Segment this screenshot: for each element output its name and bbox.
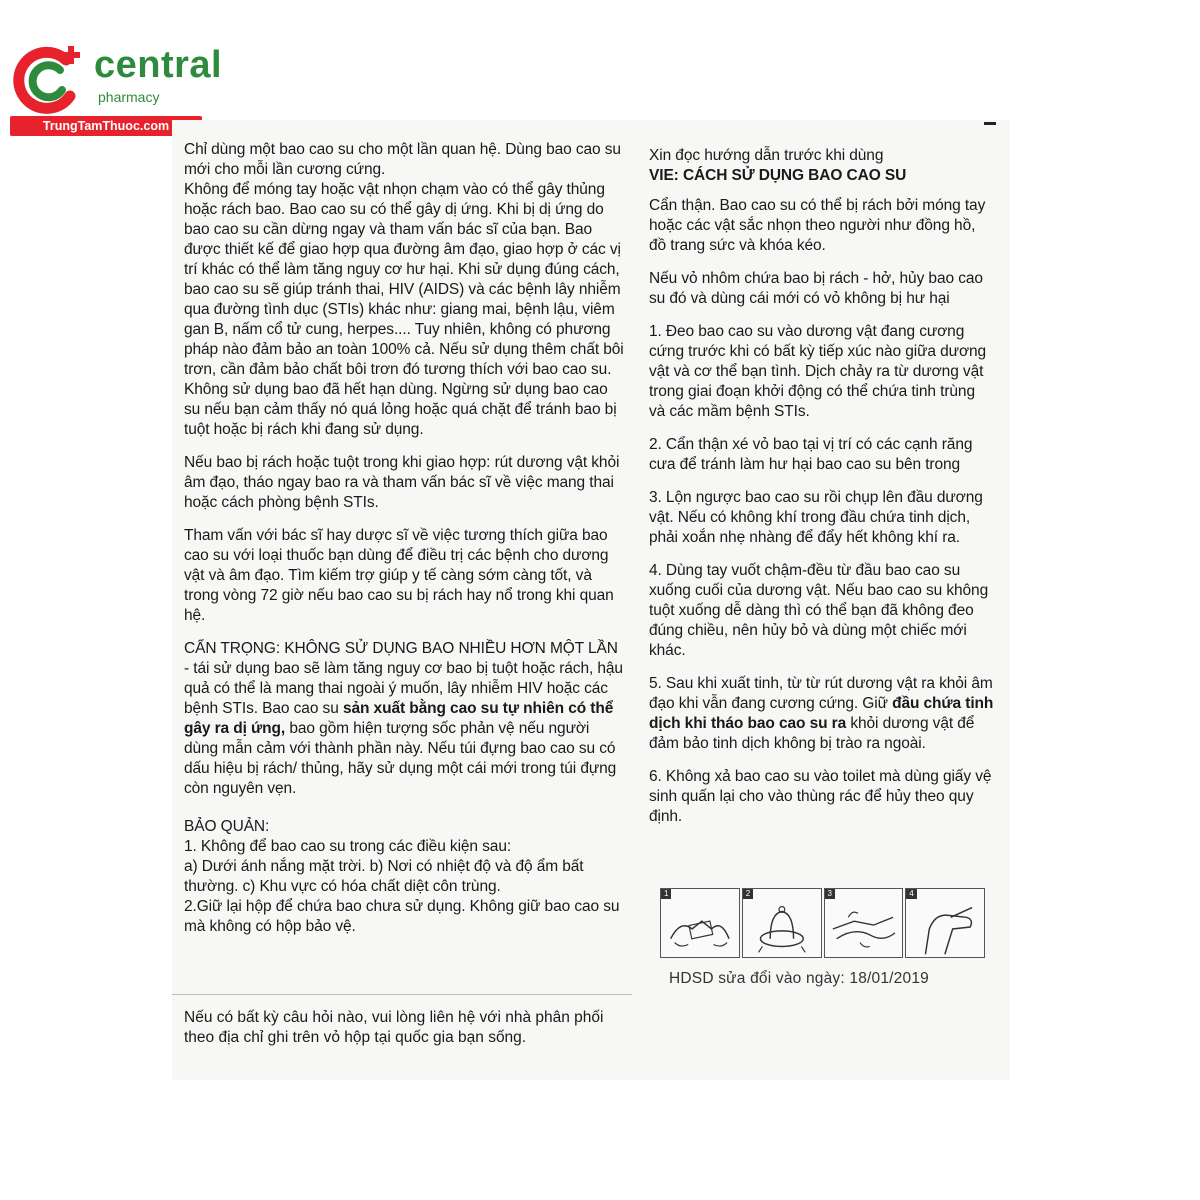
corner-mark [984, 122, 996, 125]
step-4: 4. Dùng tay vuốt chậm-đều từ đầu bao cao su xuống cuối của dương vật. Nếu bao cao su không tuột xuống dễ dàng thì có thể bạn đã không đeo đúng chiều, nên hủy bỏ và dùng một chiếc mới khác. [649, 562, 989, 659]
illustration-number: 4 [906, 889, 916, 899]
right-column [649, 146, 994, 840]
step-3: 3. Lộn ngược bao cao su rồi chụp lên đầu dương vật. Nếu có không khí trong đầu chứa tinh dịch, phải xoắn nhẹ nhàng để đẩy hết không khí ra. [649, 489, 983, 546]
paragraph-consult: Tham vấn với bác sĩ hay dược sĩ về việc tương thích giữa bao cao su với loại thuốc bạn dùng để điều trị các bệnh cho dương vật và âm đạo. Tìm kiếm trợ giúp y tế càng sớm càng tốt, và trong vòng 72 giờ nếu bao cao su bị rách hay nổ trong khi quan hệ. [184, 527, 614, 624]
instruction-leaflet [172, 120, 1010, 1080]
storage-item-2: 2.Giữ lại hộp để chứa bao chưa sử dụng. Không giữ bao cao su mà không có hộp bảo vệ. [184, 898, 620, 935]
illustration-4 [905, 888, 985, 958]
paragraph-foil: Nếu vỏ nhôm chứa bao bị rách - hở, hủy bao cao su đó và dùng cái mới có vỏ không bị hư hại [649, 270, 983, 307]
paragraph-single-use: Chỉ dùng một bao cao su cho một lần quan hệ. Dùng bao cao su mới cho mỗi lần cương cứng. [184, 141, 621, 178]
paragraph-caution [184, 639, 624, 799]
step-5-bold: đầu chứa tinh dịch khi tháo bao cao su ra [649, 695, 994, 732]
contact-note: Nếu có bất kỳ câu hỏi nào, vui lòng liên hệ với nhà phân phối theo địa chỉ ghi trên vỏ hộp tại quốc gia bạn sống. [184, 1009, 604, 1046]
caution-heading: CẨN TRỌNG: KHÔNG SỬ DỤNG BAO NHIỀU HƠN MỘT LẦN [184, 640, 618, 657]
step-5 [649, 674, 994, 754]
storage-heading: BẢO QUẢN: [184, 818, 270, 835]
read-before-use: Xin đọc hướng dẫn trước khi dùng [649, 147, 884, 164]
illustration-1 [660, 888, 740, 958]
step-5-text-1: 5. Sau khi xuất tinh, từ từ rút dương vật ra khỏi âm đạo khi vẫn đang cương cứng. Giữ [649, 675, 993, 712]
brand-tagline: pharmacy [98, 89, 160, 105]
caution-text-1: - tái sử dụng bao sẽ làm tăng nguy cơ bao bị tuột hoặc rách, hậu quả có thể là mang thai ngoài ý muốn, lây nhiễm HIV hoặc các bệnh STIs. Bao cao su [184, 660, 623, 717]
illustration-number: 1 [661, 889, 671, 899]
usage-heading: VIE: CÁCH SỬ DỤNG BAO CAO SU [649, 167, 907, 184]
illustration-2 [742, 888, 822, 958]
condom-icon [743, 899, 821, 957]
brand-name: central [94, 44, 223, 86]
central-pharmacy-logo-icon [10, 40, 90, 120]
brand-website: TrungTamThuoc.com [10, 116, 202, 136]
illustration-strip [660, 888, 985, 958]
storage-item-1: 1. Không để bao cao su trong các điều kiện sau: [184, 838, 512, 855]
illustration-number: 2 [743, 889, 753, 899]
step-1: 1. Đeo bao cao su vào dương vật đang cương cứng trước khi có bất kỳ tiếp xúc nào giữa dương vật và cơ thể bạn tình. Dịch chảy ra từ dương vật trong giai đoạn khởi động có thể chứa tinh trùng và các mầm bệnh STIs. [649, 323, 987, 420]
caution-text-2: bao gồm hiện tượng sốc phản vệ nếu người dùng mẫn cảm với thành phần này. Nếu túi đựng bao cao su có dấu hiệu bị rách/ thủng, hãy sử dụng một cái mới trong túi đựng còn nguyên vẹn. [184, 720, 617, 797]
tear-foil-icon [661, 899, 739, 957]
paragraph-breakage: Nếu bao bị rách hoặc tuột trong khi giao hợp: rút dương vật khỏi âm đạo, tháo ngay bao ra và tham vấn bác sĩ về việc mang thai hoặc cách phòng bệnh STIs. [184, 454, 620, 511]
hands-icon [825, 899, 903, 957]
paragraph-care: Cẩn thận. Bao cao su có thể bị rách bởi móng tay hoặc các vật sắc nhọn theo người như đồng hồ, đồ trang sức và khóa kéo. [649, 197, 986, 254]
paragraph-general-warning: Không để móng tay hoặc vật nhọn chạm vào có thể gây thủng hoặc rách bao. Bao cao su có thể gây dị ứng. Khi bị dị ứng do bao cao su cần dừng ngay và tham vấn bác sĩ của bạn. Bao được thiết kế để giao hợp qua đường âm đạo, giao hợp ở các vị trí khác có thể làm tăng nguy cơ hư hại. Khi sử dụng đúng cách, bao cao su sẽ giúp tránh thai, HIV (AIDS) và các bệnh lây nhiễm qua đường tình dục (STIs) khác như: giang mai, bệnh lậu, viêm gan B, nấm cổ tử cung, herpes.... Tuy nhiên, không có phương pháp nào đảm bảo an toàn 100% cả. Nếu sử dụng thêm chất bôi trơn, cần đảm bảo chất bôi trơn đó tương thích với bao cao su. Không sử dụng bao đã hết hạn dùng. Ngừng sử dụng bao cao su nếu bạn cảm thấy nó quá lỏng hoặc quá chặt để tránh bao bị tuột hoặc bị rách khi đang sử dụng. [184, 181, 624, 438]
illustration-3 [824, 888, 904, 958]
section-divider [172, 994, 632, 995]
left-column [184, 140, 624, 937]
roll-on-icon [906, 899, 984, 957]
revision-date: HDSD sửa đổi vào ngày: 18/01/2019 [669, 970, 929, 987]
storage-item-1-conditions: a) Dưới ánh nắng mặt trời. b) Nơi có nhiệt độ và độ ẩm bất thường. c) Khu vực có hóa chất diệt côn trùng. [184, 858, 584, 895]
illustration-number: 3 [825, 889, 835, 899]
caution-latex-warning: sản xuất bằng cao su tự nhiên có thể gây ra dị ứng, [184, 700, 614, 737]
step-5-text-2: khỏi dương vật để đảm bảo tinh dịch không bị trào ra ngoài. [649, 715, 975, 752]
storage-section [184, 817, 624, 937]
step-2: 2. Cẩn thận xé vỏ bao tại vị trí có các cạnh răng cưa để tránh làm hư hại bao cao su bên trong [649, 436, 973, 473]
step-6: 6. Không xả bao cao su vào toilet mà dùng giấy vệ sinh quấn lại cho vào thùng rác để hủy theo quy định. [649, 768, 992, 825]
